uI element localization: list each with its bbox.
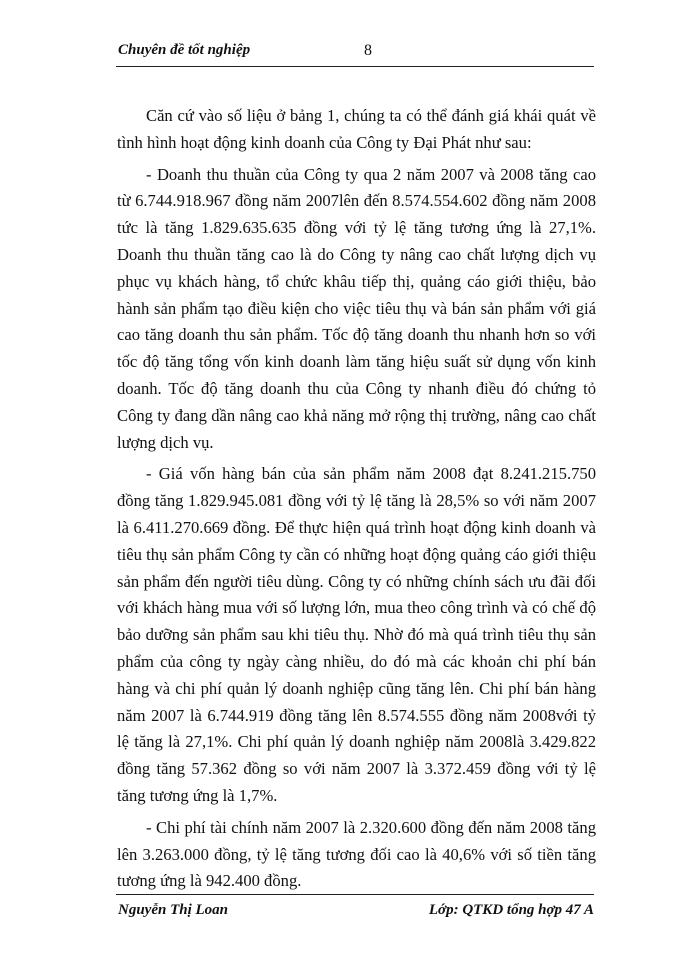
author-name: Nguyễn Thị Loan [118,902,229,918]
document-title: Chuyên đề tốt nghiệp [118,42,251,58]
page-header [118,42,595,66]
header-divider [116,66,594,67]
document-body [117,103,596,900]
paragraph-financial-cost: - Chi phí tài chính năm 2007 là 2.320.600 đồng đến năm 2008 tăng lên 3.263.000 đồng, tỷ lệ tăng tương đối cao là 40,6% với số tiền tăng tương ứng là 942.400 đồng. [117,817,596,891]
paragraph-cost-of-goods: - Giá vốn hàng bán của sản phẩm năm 2008 đạt 8.241.215.750 đồng tăng 1.829.945.081 đồng với tỷ lệ tăng là 28,5% so với năm 2007 là 6.411.270.669 đồng. Để thực hiện quá trình hoạt động kinh doanh và tiêu thụ sản phẩm Công ty cần có những hoạt động quảng cáo giới thiệu sản phẩm đến người tiêu dùng. Công ty có những chính sách ưu đãi đối với khách hàng mua với số lượng lớn, mua theo công trình và có chế độ bảo dưỡng sản phẩm sau khi tiêu thụ. Nhờ đó mà quá trình tiêu thụ sản phẩm của công ty ngày càng nhiều, do đó mà các khoản chi phí bán hàng và chi phí quản lý doanh nghiệp cũng tăng lên. Chi phí bán hàng năm 2007 là 6.744.919 đồng tăng lên 8.574.555 đồng năm 2008với tỷ lệ tăng là 27,1%. Chi phí quản lý doanh nghiệp năm 2008là 3.429.822 đồng tăng 57.362 đồng so với năm 2007 là 3.372.459 đồng với tỷ lệ tăng tương ứng là 1,7%. [117,464,596,805]
footer-divider [116,894,594,895]
paragraph-intro: Căn cứ vào số liệu ở bảng 1, chúng ta có thể đánh giá khái quát về tình hình hoạt động kinh doanh của Công ty Đại Phát như sau: [117,106,596,152]
page-number: 8 [364,42,372,59]
class-label: Lớp: QTKD tổng hợp 47 A [428,902,594,918]
page-footer [118,902,594,924]
paragraph-revenue: - Doanh thu thuần của Công ty qua 2 năm 2007 và 2008 tăng cao từ 6.744.918.967 đồng năm 2007lên đến 8.574.554.602 đồng năm 2008 tức là tăng 1.829.635.635 đồng với tỷ lệ tăng tương ứng là 27,1%. Doanh thu thuần tăng cao là do Công ty nâng cao chất lượng dịch vụ phục vụ khách hàng, tổ chức khâu tiếp thị, quảng cáo giới thiệu, bảo hành sản phẩm tạo điều kiện cho việc tiêu thụ và bán sản phẩm với giá cao tăng doanh thu sản phẩm. Tốc độ tăng doanh thu nhanh hơn so với tốc độ tăng tổng vốn kinh doanh làm tăng hiệu suất sử dụng vốn kinh doanh. Tốc độ tăng doanh thu của Công ty nhanh điều đó chứng tỏ Công ty đang dần nâng cao khả năng mở rộng thị trường, nâng cao chất lượng dịch vụ. [117,164,596,452]
